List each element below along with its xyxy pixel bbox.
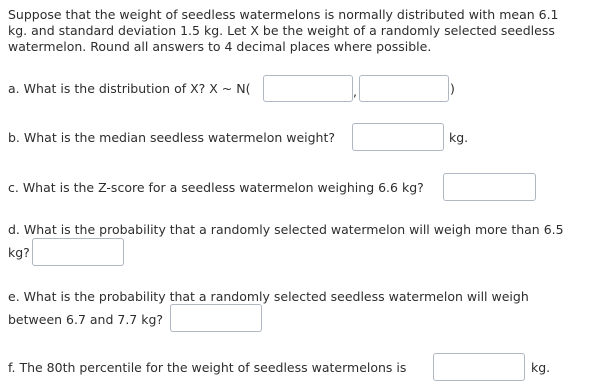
question-d-line-2: kg?: [8, 245, 30, 260]
question-f-prompt: f. The 80th percentile for the weight of seedless watermelons is: [8, 360, 407, 375]
intro-line-1: Suppose that the weight of seedless watermelons is normally distributed with mean 6.1: [8, 7, 559, 22]
question-c-prompt: c. What is the Z-score for a seedless watermelon weighing 6.6 kg?: [8, 180, 424, 195]
question-e-line-2: between 6.7 and 7.7 kg?: [8, 312, 164, 327]
question-d-line-1: d. What is the probability that a randomly selected watermelon will weigh more than 6.5: [8, 222, 564, 237]
probability-more-than-input[interactable]: [32, 238, 124, 266]
intro-line-2: kg. and standard deviation 1.5 kg. Let X be the weight of a randomly selected seedless: [8, 23, 555, 38]
mean-input[interactable]: [263, 75, 353, 102]
probability-between-input[interactable]: [170, 304, 262, 332]
question-b-prompt: b. What is the median seedless watermelon weight?: [8, 130, 336, 145]
sd-input[interactable]: [359, 75, 449, 102]
question-b-unit: kg.: [449, 130, 469, 145]
intro-line-3: watermelon. Round all answers to 4 decimal places where possible.: [8, 39, 432, 54]
percentile-input[interactable]: [433, 353, 525, 381]
question-a-comma: ,: [353, 84, 357, 99]
question-f-unit: kg.: [531, 360, 551, 375]
question-e-line-1: e. What is the probability that a randomly selected seedless watermelon will weigh: [8, 289, 529, 304]
z-score-input[interactable]: [443, 173, 536, 201]
question-a-prompt: a. What is the distribution of X? X ~ N(: [8, 81, 251, 96]
question-a-close-paren: ): [450, 81, 455, 96]
median-input[interactable]: [352, 123, 444, 151]
